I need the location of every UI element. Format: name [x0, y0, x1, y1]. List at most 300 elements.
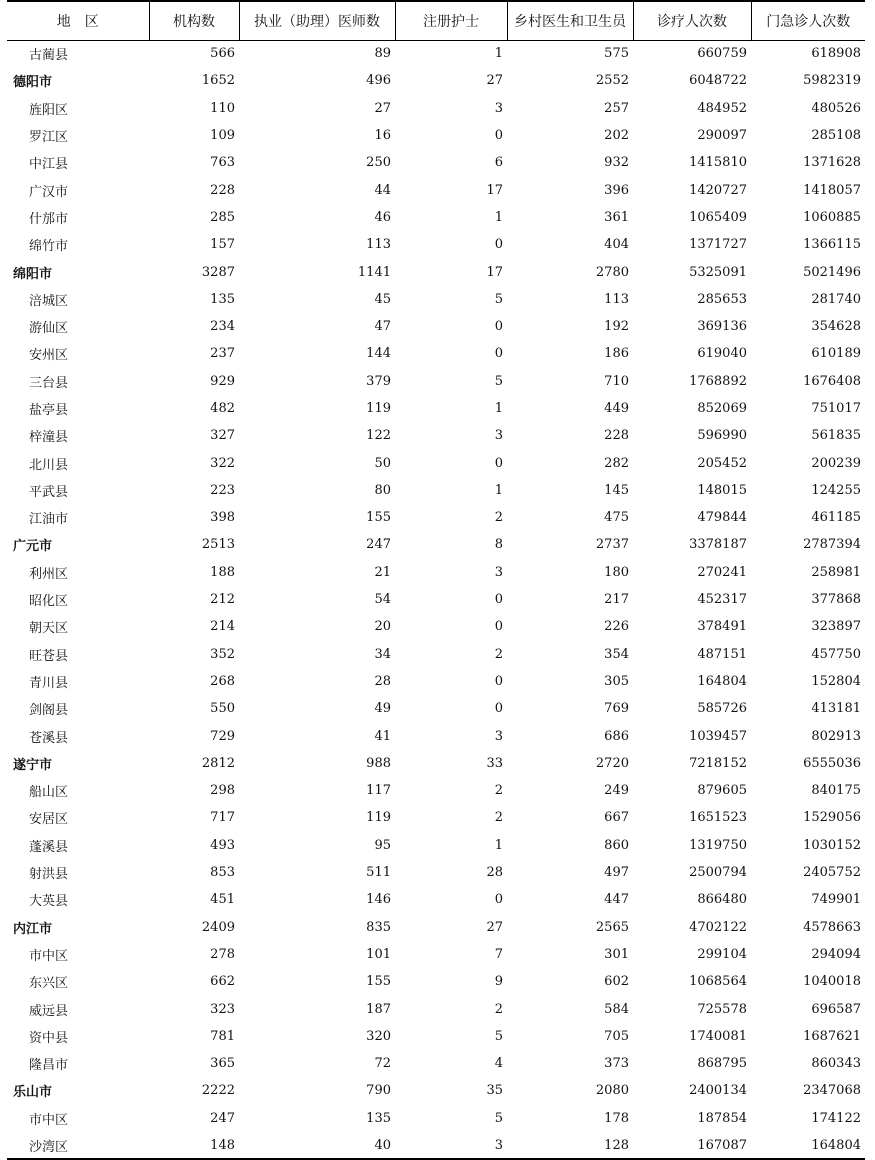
visits-cell: 1740081 [689, 1028, 747, 1044]
table-row [7, 395, 865, 422]
nurses-cell: 17 [486, 182, 503, 198]
table-row [7, 941, 865, 968]
institutions-cell: 234 [210, 319, 235, 335]
table-row [7, 1132, 865, 1159]
nurses-cell: 1 [494, 209, 503, 225]
village-doctors-cell: 2780 [595, 264, 629, 280]
region-name-cell: 乐山市 [13, 1085, 53, 1101]
region-name-cell: 梓潼县 [29, 430, 69, 446]
outpatient-visits-cell: 1687621 [803, 1028, 861, 1044]
outpatient-visits-cell: 281740 [811, 291, 861, 307]
outpatient-visits-cell: 1676408 [803, 373, 861, 389]
nurses-cell: 0 [494, 619, 503, 635]
visits-cell: 619040 [697, 346, 747, 362]
outpatient-visits-cell: 802913 [811, 728, 861, 744]
region-name-cell: 旌阳区 [29, 102, 69, 118]
table-row [7, 641, 865, 668]
region-name-cell: 昭化区 [29, 594, 69, 610]
visits-cell: 7218152 [689, 755, 747, 771]
institutions-cell: 3287 [201, 264, 235, 280]
nurses-cell: 0 [494, 592, 503, 608]
nurses-cell: 27 [486, 73, 503, 89]
table-row [7, 176, 865, 203]
village-doctors-cell: 202 [604, 128, 629, 144]
header-visits: 诊疗人次数 [633, 1, 751, 40]
nurses-cell: 3 [494, 428, 503, 444]
institutions-cell: 148 [149, 1132, 239, 1159]
village-doctors-cell: 228 [604, 428, 629, 444]
visits-cell: 725578 [697, 1001, 747, 1017]
header-institutions: 机构数 [149, 1, 239, 40]
nurses-cell: 9 [494, 974, 503, 990]
region-name-cell: 青川县 [29, 675, 69, 691]
physicians-cell: 40 [239, 1132, 395, 1159]
nurses-cell: 3 [395, 1132, 507, 1159]
village-doctors-cell: 584 [604, 1001, 629, 1017]
outpatient-visits-cell: 1418057 [803, 182, 861, 198]
nurses-cell: 1 [494, 401, 503, 416]
village-doctors-cell: 449 [604, 401, 629, 416]
nurses-cell: 5 [494, 1110, 503, 1126]
region-name-cell: 市中区 [29, 1112, 69, 1128]
village-doctors-cell: 686 [604, 728, 629, 744]
institutions-cell: 1652 [201, 73, 235, 89]
region-name-cell: 船山区 [29, 785, 69, 801]
institutions-cell: 493 [210, 837, 235, 853]
region-name-cell: 涪城区 [29, 293, 69, 309]
outpatient-visits-cell: 461185 [811, 510, 861, 526]
village-doctors-cell: 705 [604, 1028, 629, 1044]
village-doctors-cell: 932 [604, 155, 629, 171]
outpatient-visits-cell: 152804 [811, 673, 861, 689]
table-row [7, 859, 865, 886]
visits-cell: 164804 [697, 673, 747, 689]
physicians-cell: 988 [366, 755, 391, 771]
city-row [7, 531, 865, 558]
table-row [7, 804, 865, 831]
nurses-cell: 1 [494, 837, 503, 853]
physicians-cell: 790 [366, 1083, 391, 1099]
village-doctors-cell: 217 [604, 592, 629, 608]
outpatient-visits-cell: 1366115 [803, 237, 861, 253]
region-name-cell: 剑阁县 [29, 703, 69, 719]
institutions-cell: 662 [210, 974, 235, 990]
nurses-cell: 35 [486, 1083, 503, 1099]
outpatient-visits-cell: 124255 [811, 482, 861, 498]
nurses-cell: 0 [494, 892, 503, 908]
region-name-cell: 广元市 [13, 539, 53, 555]
physicians-cell: 20 [374, 619, 391, 635]
institutions-cell: 482 [210, 401, 235, 416]
outpatient-visits-cell: 749901 [811, 892, 861, 908]
nurses-cell: 8 [494, 537, 503, 553]
village-doctors-cell: 186 [604, 346, 629, 362]
visits-cell: 866480 [697, 892, 747, 908]
physicians-cell: 49 [374, 701, 391, 717]
physicians-cell: 146 [366, 892, 391, 908]
nurses-cell: 2 [494, 510, 503, 526]
visits-cell: 1371727 [689, 237, 747, 253]
table-row [7, 995, 865, 1022]
physicians-cell: 50 [374, 455, 391, 471]
physicians-cell: 45 [374, 291, 391, 307]
region-name-cell: 罗江区 [29, 130, 69, 146]
region-name-cell: 大英县 [29, 894, 69, 910]
visits-cell: 290097 [697, 128, 747, 144]
outpatient-visits-cell: 561835 [811, 428, 861, 444]
outpatient-visits-cell: 2787394 [803, 537, 861, 553]
nurses-cell: 2 [494, 646, 503, 662]
institutions-cell: 278 [210, 946, 235, 962]
nurses-cell: 5 [494, 291, 503, 307]
nurses-cell: 2 [494, 1001, 503, 1017]
physicians-cell: 119 [366, 401, 391, 416]
visits-cell: 5325091 [689, 264, 747, 280]
outpatient-visits-cell: 618908 [811, 46, 861, 62]
visits-cell: 852069 [697, 401, 747, 416]
region-name-cell: 安州区 [29, 348, 69, 364]
table-row [7, 204, 865, 231]
physicians-cell: 155 [366, 974, 391, 990]
region-name-cell: 旺苍县 [29, 648, 69, 664]
city-row [7, 1077, 865, 1104]
header-physicians: 执业（助理）医师数 [239, 1, 395, 40]
region-name-cell: 市中区 [29, 948, 69, 964]
visits-cell: 1651523 [689, 810, 747, 826]
table-row [7, 477, 865, 504]
table-row [7, 832, 865, 859]
region-name-cell: 资中县 [29, 1030, 69, 1046]
region-name-cell: 北川县 [29, 457, 69, 473]
physicians-cell: 101 [366, 946, 391, 962]
visits-cell: 270241 [697, 564, 747, 580]
physicians-cell: 95 [374, 837, 391, 853]
institutions-cell: 365 [210, 1056, 235, 1072]
visits-cell: 6048722 [689, 73, 747, 89]
village-doctors-cell: 257 [604, 100, 629, 116]
region-name-cell: 什邡市 [29, 211, 69, 227]
institutions-cell: 110 [210, 100, 235, 116]
visits-cell: 2500794 [689, 865, 747, 881]
institutions-cell: 451 [210, 892, 235, 908]
nurses-cell: 0 [494, 128, 503, 144]
nurses-cell: 3 [494, 100, 503, 116]
table-row [7, 40, 865, 67]
region-name-cell: 内江市 [13, 921, 53, 937]
outpatient-visits-cell: 200239 [811, 455, 861, 471]
village-doctors-cell: 2565 [595, 919, 629, 935]
village-doctors-cell: 475 [604, 510, 629, 526]
outpatient-visits-cell: 1371628 [803, 155, 861, 171]
visits-cell: 285653 [697, 291, 747, 307]
region-name-cell: 古蔺县 [29, 48, 69, 64]
table-row [7, 777, 865, 804]
visits-cell: 2400134 [689, 1083, 747, 1099]
region-name-cell: 广汉市 [29, 184, 69, 200]
institutions-cell: 2409 [201, 919, 235, 935]
physicians-cell: 496 [366, 73, 391, 89]
village-doctors-cell: 447 [604, 892, 629, 908]
nurses-cell: 1 [494, 46, 503, 62]
visits-cell: 1039457 [689, 728, 747, 744]
physicians-cell: 155 [366, 510, 391, 526]
outpatient-visits-cell: 840175 [811, 783, 861, 799]
table-row [7, 886, 865, 913]
village-doctors-cell: 497 [604, 865, 629, 881]
village-doctors-cell: 282 [604, 455, 629, 471]
village-doctors-cell: 192 [604, 319, 629, 335]
city-row [7, 750, 865, 777]
region-name-cell: 绵竹市 [29, 239, 69, 255]
institutions-cell: 228 [210, 182, 235, 198]
header-village-doctors: 乡村医生和卫生员 [507, 1, 633, 40]
visits-cell: 1768892 [689, 373, 747, 389]
region-name-cell: 利州区 [29, 566, 69, 582]
village-doctors-cell: 860 [604, 837, 629, 853]
outpatient-visits-cell: 4578663 [803, 919, 861, 935]
outpatient-visits-cell: 174122 [811, 1110, 861, 1126]
region-name-cell: 平武县 [29, 484, 69, 500]
village-doctors-cell: 361 [604, 209, 629, 225]
outpatient-visits-cell: 323897 [811, 619, 861, 635]
nurses-cell: 6 [494, 155, 503, 171]
institutions-cell: 268 [210, 673, 235, 689]
table-row [7, 722, 865, 749]
outpatient-visits-cell: 164804 [751, 1132, 865, 1159]
table-row [7, 1023, 865, 1050]
physicians-cell: 122 [366, 428, 391, 444]
table-row [7, 313, 865, 340]
outpatient-visits-cell: 1060885 [803, 209, 861, 225]
institutions-cell: 2812 [201, 755, 235, 771]
header-outpatient-visits: 门急诊人次数 [751, 1, 865, 40]
visits-cell: 1068564 [689, 974, 747, 990]
outpatient-visits-cell: 2347068 [803, 1083, 861, 1099]
header-nurses: 注册护士 [395, 1, 507, 40]
physicians-cell: 379 [366, 373, 391, 389]
outpatient-visits-cell: 860343 [811, 1056, 861, 1072]
visits-cell: 484952 [697, 100, 747, 116]
physicians-cell: 28 [374, 673, 391, 689]
nurses-cell: 2 [494, 810, 503, 826]
village-doctors-cell: 769 [604, 701, 629, 717]
nurses-cell: 3 [494, 728, 503, 744]
physicians-cell: 113 [366, 237, 391, 253]
institutions-cell: 352 [210, 646, 235, 662]
village-doctors-cell: 178 [604, 1110, 629, 1126]
nurses-cell: 5 [494, 373, 503, 389]
outpatient-visits-cell: 610189 [811, 346, 861, 362]
nurses-cell: 0 [494, 319, 503, 335]
table-row [7, 1105, 865, 1132]
nurses-cell: 28 [486, 865, 503, 881]
header-region: 地 区 [7, 1, 149, 40]
region-name-cell: 朝天区 [29, 621, 69, 637]
visits-cell: 479844 [697, 510, 747, 526]
institutions-cell: 729 [210, 728, 235, 744]
outpatient-visits-cell: 751017 [811, 401, 861, 416]
village-doctors-cell: 602 [604, 974, 629, 990]
village-doctors-cell: 113 [604, 291, 629, 307]
region-name-cell: 东兴区 [29, 976, 69, 992]
village-doctors-cell: 305 [604, 673, 629, 689]
physicians-cell: 144 [366, 346, 391, 362]
institutions-cell: 2513 [201, 537, 235, 553]
outpatient-visits-cell: 258981 [811, 564, 861, 580]
visits-cell: 1319750 [689, 837, 747, 853]
table-row [7, 231, 865, 258]
table-row [7, 613, 865, 640]
nurses-cell: 17 [486, 264, 503, 280]
physicians-cell: 250 [366, 155, 391, 171]
region-name-cell: 沙湾区 [7, 1132, 149, 1159]
physicians-cell: 247 [366, 537, 391, 553]
outpatient-visits-cell: 480526 [811, 100, 861, 116]
visits-cell: 205452 [697, 455, 747, 471]
health-statistics-table [7, 0, 865, 1160]
nurses-cell: 0 [494, 673, 503, 689]
institutions-cell: 322 [210, 455, 235, 471]
village-doctors-cell: 396 [604, 182, 629, 198]
nurses-cell: 4 [494, 1056, 503, 1072]
nurses-cell: 27 [486, 919, 503, 935]
city-row [7, 914, 865, 941]
nurses-cell: 2 [494, 783, 503, 799]
institutions-cell: 763 [210, 155, 235, 171]
physicians-cell: 16 [374, 128, 391, 144]
institutions-cell: 398 [210, 510, 235, 526]
village-doctors-cell: 2737 [595, 537, 629, 553]
table-row [7, 368, 865, 395]
region-name-cell: 绵阳市 [13, 266, 53, 282]
region-name-cell: 遂宁市 [13, 757, 53, 773]
physicians-cell: 1141 [357, 264, 391, 280]
physicians-cell: 41 [374, 728, 391, 744]
village-doctors-cell: 667 [604, 810, 629, 826]
institutions-cell: 212 [210, 592, 235, 608]
outpatient-visits-cell: 5021496 [803, 264, 861, 280]
visits-cell: 868795 [697, 1056, 747, 1072]
outpatient-visits-cell: 696587 [811, 1001, 861, 1017]
visits-cell: 299104 [697, 946, 747, 962]
institutions-cell: 135 [210, 291, 235, 307]
city-row [7, 258, 865, 285]
table-body [7, 40, 865, 1159]
physicians-cell: 44 [374, 182, 391, 198]
institutions-cell: 157 [210, 237, 235, 253]
outpatient-visits-cell: 5982319 [803, 73, 861, 89]
institutions-cell: 188 [210, 564, 235, 580]
nurses-cell: 5 [494, 1028, 503, 1044]
region-name-cell: 隆昌市 [29, 1058, 69, 1074]
table-row [7, 149, 865, 176]
region-name-cell: 中江县 [29, 157, 69, 173]
city-row [7, 67, 865, 94]
institutions-cell: 298 [210, 783, 235, 799]
visits-cell: 660759 [697, 46, 747, 62]
village-doctors-cell: 404 [604, 237, 629, 253]
table-row [7, 559, 865, 586]
table-row [7, 968, 865, 995]
visits-cell: 148015 [697, 482, 747, 498]
header-row [7, 1, 865, 40]
outpatient-visits-cell: 1529056 [803, 810, 861, 826]
institutions-cell: 2222 [201, 1083, 235, 1099]
nurses-cell: 0 [494, 237, 503, 253]
physicians-cell: 135 [366, 1110, 391, 1126]
table-row [7, 1050, 865, 1077]
physicians-cell: 27 [374, 100, 391, 116]
institutions-cell: 550 [210, 701, 235, 717]
region-name-cell: 威远县 [29, 1003, 69, 1019]
visits-cell: 1420727 [689, 182, 747, 198]
region-name-cell: 蓬溪县 [29, 839, 69, 855]
physicians-cell: 72 [374, 1056, 391, 1072]
physicians-cell: 117 [366, 783, 391, 799]
village-doctors-cell: 2720 [595, 755, 629, 771]
visits-cell: 187854 [697, 1110, 747, 1126]
outpatient-visits-cell: 294094 [811, 946, 861, 962]
visits-cell: 452317 [697, 592, 747, 608]
physicians-cell: 34 [374, 646, 391, 662]
table-header [7, 1, 865, 40]
visits-cell: 4702122 [689, 919, 747, 935]
outpatient-visits-cell: 1030152 [803, 837, 861, 853]
visits-cell: 1065409 [689, 209, 747, 225]
physicians-cell: 46 [374, 209, 391, 225]
visits-cell: 3378187 [689, 537, 747, 553]
village-doctors-cell: 2552 [595, 73, 629, 89]
region-name-cell: 江油市 [29, 512, 69, 528]
table-row [7, 286, 865, 313]
statistics-table-container [7, 0, 865, 1160]
village-doctors-cell: 226 [604, 619, 629, 635]
region-name-cell: 苍溪县 [29, 730, 69, 746]
visits-cell: 596990 [697, 428, 747, 444]
physicians-cell: 511 [366, 865, 391, 881]
visits-cell: 585726 [697, 701, 747, 717]
village-doctors-cell: 354 [604, 646, 629, 662]
village-doctors-cell: 249 [604, 783, 629, 799]
outpatient-visits-cell: 1040018 [803, 974, 861, 990]
nurses-cell: 1 [494, 482, 503, 498]
physicians-cell: 187 [366, 1001, 391, 1017]
nurses-cell: 0 [494, 455, 503, 471]
institutions-cell: 237 [210, 346, 235, 362]
table-row [7, 95, 865, 122]
physicians-cell: 320 [366, 1028, 391, 1044]
institutions-cell: 717 [210, 810, 235, 826]
region-name-cell: 射洪县 [29, 867, 69, 883]
institutions-cell: 323 [210, 1001, 235, 1017]
table-row [7, 668, 865, 695]
nurses-cell: 7 [494, 946, 503, 962]
institutions-cell: 781 [210, 1028, 235, 1044]
outpatient-visits-cell: 413181 [811, 701, 861, 717]
region-name-cell: 德阳市 [13, 75, 53, 91]
physicians-cell: 835 [366, 919, 391, 935]
outpatient-visits-cell: 2405752 [803, 865, 861, 881]
institutions-cell: 247 [210, 1110, 235, 1126]
village-doctors-cell: 145 [604, 482, 629, 498]
outpatient-visits-cell: 354628 [811, 319, 861, 335]
table-row [7, 695, 865, 722]
institutions-cell: 223 [210, 482, 235, 498]
institutions-cell: 285 [210, 209, 235, 225]
institutions-cell: 566 [210, 46, 235, 62]
table-row [7, 449, 865, 476]
institutions-cell: 929 [210, 373, 235, 389]
